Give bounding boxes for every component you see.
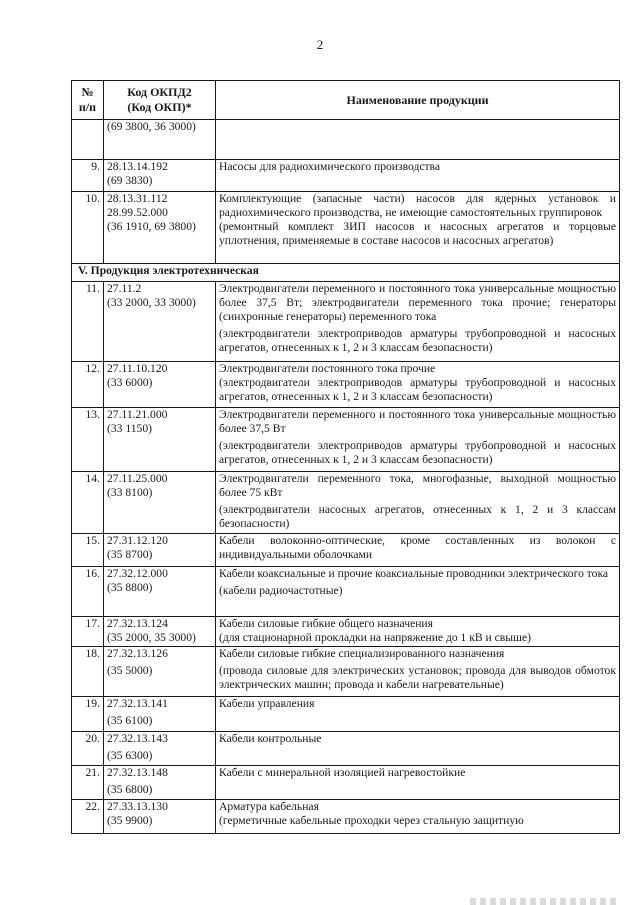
name-text: Кабели силовые гибкие общего назначения (219, 617, 433, 630)
name-text: Комплектующие (запасные части) насосов для ядерных установок и радиохимического производства, не имеющие самостоятельных группировок (219, 192, 616, 219)
code-line: 27.11.21.000 (107, 408, 168, 421)
row-name (216, 647, 620, 697)
name-text: Кабели силовые гибкие специализированного назначения (219, 647, 505, 660)
table-row (72, 192, 620, 264)
row-name (216, 732, 620, 766)
row-number: 9. (72, 160, 104, 192)
code-line: (35 9900) (107, 814, 153, 827)
code-line: (69 3830) (107, 174, 153, 187)
name-note: (для стационарной прокладки на напряжение до 1 кВ и свыше) (219, 631, 531, 644)
section-title: V. Продукция электротехническая (72, 264, 620, 282)
header-number (72, 81, 104, 120)
row-name (216, 120, 620, 160)
products-table (71, 80, 620, 834)
name-note: (герметичные кабельные проходки через стальную защитную (219, 814, 524, 827)
page-number: 2 (316, 37, 324, 52)
row-code (104, 567, 216, 617)
table-row (72, 534, 620, 567)
table-row (72, 697, 620, 732)
row-name (216, 160, 620, 192)
table-row (72, 617, 620, 647)
code-line: (33 8100) (107, 486, 153, 499)
row-name (216, 567, 620, 617)
code-line: 27.11.10.120 (107, 362, 168, 375)
row-number: 21. (72, 766, 104, 800)
code-line: 27.32.13.126 (107, 647, 168, 660)
row-name (216, 697, 620, 732)
row-name (216, 617, 620, 647)
row-code (104, 120, 216, 160)
code-line: 27.32.12.000 (107, 567, 168, 580)
scan-artifact (470, 898, 620, 905)
code-line: 28.99.52.000 (107, 206, 168, 219)
row-code (104, 160, 216, 192)
row-code (104, 766, 216, 800)
code-line: (35 5000) (107, 664, 153, 677)
row-number: 16. (72, 567, 104, 617)
table-row (72, 362, 620, 408)
name-text: Электродвигатели переменного и постоянного тока универсальные мощностью более 37,5 Вт; электродвигатели переменного тока прочие; генераторы (синхронные генераторы) переменного тока (219, 282, 616, 323)
table-header-row (72, 81, 620, 120)
code-line: 27.32.13.124 (107, 617, 168, 630)
row-name (216, 472, 620, 534)
name-note: (кабели радиочастотные) (219, 584, 343, 597)
code-line: 28.13.31.112 (107, 192, 168, 205)
name-text: Кабели коаксиальные и прочие коаксиальные проводники электрического тока (219, 567, 609, 580)
table-row (72, 120, 620, 160)
row-number: 13. (72, 408, 104, 472)
row-code (104, 362, 216, 408)
name-text: Кабели волоконно-оптические, кроме составленных из волокон с индивидуальными оболочками (219, 534, 616, 561)
table-row (72, 800, 620, 834)
row-code (104, 408, 216, 472)
code-line: 27.31.12.120 (107, 534, 168, 547)
code-line: (35 6300) (107, 749, 153, 762)
code-line: 27.32.13.148 (107, 766, 168, 779)
code-line: (35 6100) (107, 714, 153, 727)
row-number: 18. (72, 647, 104, 697)
row-code (104, 647, 216, 697)
name-text: Кабели управления (219, 697, 315, 710)
row-number (72, 120, 104, 160)
row-number: 19. (72, 697, 104, 732)
row-code (104, 282, 216, 362)
table-row (72, 160, 620, 192)
name-text: Кабели контрольные (219, 732, 322, 745)
name-note: (провода силовые для электрических установок; провода для выводов обмоток электрических машин; провода и кабели нагревательные) (219, 664, 616, 691)
row-number: 17. (72, 617, 104, 647)
row-number: 20. (72, 732, 104, 766)
code-line: (33 1150) (107, 422, 152, 435)
code-line: (36 1910, 69 3800) (107, 220, 196, 233)
row-name (216, 766, 620, 800)
code-line: 27.32.13.143 (107, 732, 168, 745)
row-code (104, 617, 216, 647)
row-name (216, 192, 620, 264)
code-line: (35 8700) (107, 548, 153, 561)
section-row (72, 264, 620, 282)
row-number: 10. (72, 192, 104, 264)
row-code (104, 732, 216, 766)
row-name (216, 534, 620, 567)
row-number: 22. (72, 800, 104, 834)
row-name (216, 282, 620, 362)
row-name (216, 362, 620, 408)
row-code (104, 697, 216, 732)
table-row (72, 732, 620, 766)
row-code (104, 800, 216, 834)
table-row (72, 567, 620, 617)
code-line: 27.11.25.000 (107, 472, 168, 485)
code-line: (33 2000, 33 3000) (107, 296, 196, 309)
row-number: 11. (72, 282, 104, 362)
header-code-line1: Код ОКПД2 (127, 85, 192, 99)
code-line: 28.13.14.192 (107, 160, 168, 173)
row-code (104, 192, 216, 264)
name-text: Арматура кабельная (219, 800, 319, 813)
code-line: 27.32.13.141 (107, 697, 168, 710)
row-code (104, 472, 216, 534)
code-line: (35 8800) (107, 581, 153, 594)
name-note: (электродвигатели электроприводов арматуры трубопроводной и насосных агрегатов, отнесенных к 1, 2 и 3 классам безопасности) (219, 376, 616, 403)
name-text: Электродвигатели переменного и постоянного тока универсальные мощностью более 37,5 Вт (219, 408, 616, 435)
row-number: 15. (72, 534, 104, 567)
code-line: 27.33.13.130 (107, 800, 168, 813)
header-code (104, 81, 216, 120)
code-line: 27.11.2 (107, 282, 142, 295)
table-body (72, 120, 620, 834)
code-line: (33 6000) (107, 376, 153, 389)
row-name (216, 800, 620, 834)
name-text: Кабели с минеральной изоляцией нагревостойкие (219, 766, 466, 779)
header-name: Наименование продукции (216, 81, 620, 120)
code-line: (69 3800, 36 3000) (107, 120, 196, 133)
name-text: Электродвигатели постоянного тока прочие (219, 362, 436, 375)
table-row (72, 472, 620, 534)
name-note: (электродвигатели насосных агрегатов, отнесенных к 1, 2 и 3 классам безопасности) (219, 503, 616, 530)
header-number-line1: № (81, 85, 94, 99)
name-note: (электродвигатели электроприводов арматуры трубопроводной и насосных агрегатов, отнесенных к 1, 2 и 3 классам безопасности) (219, 439, 616, 466)
row-number: 14. (72, 472, 104, 534)
code-line: (35 6800) (107, 783, 153, 796)
name-note: (ремонтный комплект ЗИП насосов и насосных агрегатов и торцовые уплотнения, применяемые в составе насосов и насосных агрегатов) (219, 220, 616, 247)
code-line: (35 2000, 35 3000) (107, 631, 196, 644)
table-row (72, 766, 620, 800)
name-text: Электродвигатели переменного тока, многофазные, выходной мощностью более 75 кВт (219, 472, 616, 499)
name-note: (электродвигатели электроприводов арматуры трубопроводной и насосных агрегатов, отнесенных к 1, 2 и 3 классам безопасности) (219, 327, 616, 354)
row-name (216, 408, 620, 472)
row-number: 12. (72, 362, 104, 408)
name-text: Насосы для радиохимического производства (219, 160, 441, 173)
header-number-line2: п/п (78, 100, 97, 114)
table-row (72, 647, 620, 697)
table-row (72, 408, 620, 472)
table-row (72, 282, 620, 362)
header-code-line2: (Код ОКП)* (127, 100, 192, 114)
row-code (104, 534, 216, 567)
